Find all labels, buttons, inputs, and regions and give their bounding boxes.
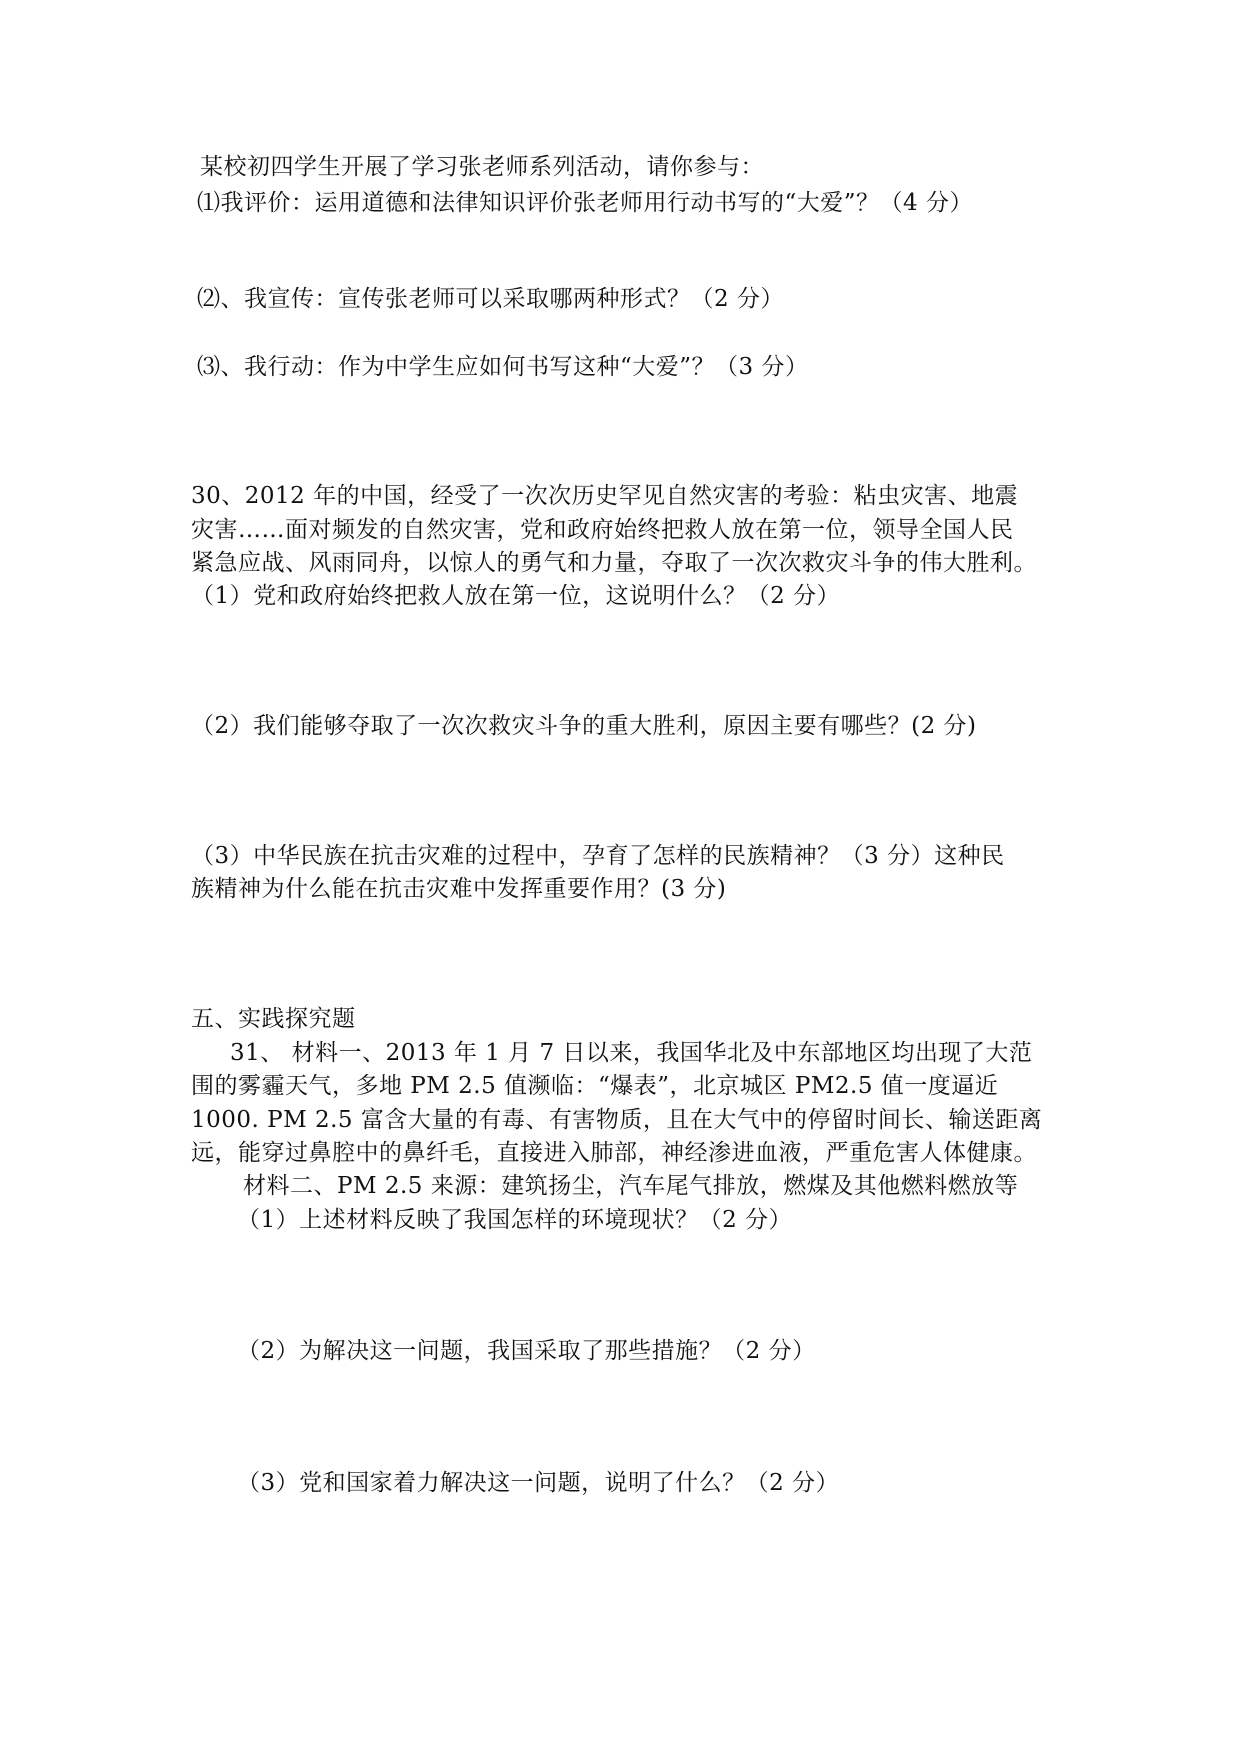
q31-material-line-1: 31、 材料一、2013 年 1 月 7 日以来，我国华北及中东部地区均出现了大范: [230, 1040, 1033, 1066]
q31-subquestion-3: （3）党和国家着力解决这一问题，说明了什么？（2 分）: [237, 1470, 840, 1496]
q31-material-2: 材料二、PM 2.5 来源：建筑扬尘，汽车尾气排放，燃煤及其他燃料燃放等: [243, 1173, 1019, 1199]
q31-subquestion-2: （2）为解决这一问题，我国采取了那些措施？（2 分）: [237, 1338, 816, 1364]
q30-paragraph-line-2: 灾害……面对频发的自然灾害，党和政府始终把救人放在第一位，领导全国人民: [191, 517, 1014, 543]
q30-subquestion-3-line-2: 族精神为什么能在抗击灾难中发挥重要作用？(3 分): [191, 876, 727, 902]
q31-material-line-3: 1000. PM 2.5 富含大量的有毒、有害物质，且在大气中的停留时间长、输送距离: [191, 1107, 1043, 1133]
intro-question-2: ⑵、我宣传：宣传张老师可以采取哪两种形式？（2 分）: [197, 286, 784, 312]
q31-material-line-2: 围的雾霾天气，多地 PM 2.5 值濒临：“爆表”，北京城区 PM2.5 值一度逼近: [191, 1073, 999, 1099]
q30-subquestion-2: （2）我们能够夺取了一次次救灾斗争的重大胜利，原因主要有哪些？(2 分): [191, 713, 977, 739]
intro-question-1: ⑴我评价：运用道德和法律知识评价张老师用行动书写的“大爱”？（4 分）: [197, 190, 973, 216]
q30-paragraph-line-3: 紧急应战、风雨同舟，以惊人的勇气和力量，夺取了一次次救灾斗争的伟大胜利。: [191, 550, 1037, 576]
q31-material-line-4: 远，能穿过鼻腔中的鼻纤毛，直接进入肺部，神经渗进血液，严重危害人体健康。: [191, 1140, 1037, 1166]
section-5-heading: 五、实践探究题: [191, 1006, 356, 1032]
q30-paragraph-line-1: 30、2012 年的中国，经受了一次次历史罕见自然灾害的考验：粘虫灾害、地震: [191, 483, 1019, 509]
intro-line: 某校初四学生开展了学习张老师系列活动，请你参与：: [200, 154, 764, 180]
q31-subquestion-1: （1）上述材料反映了我国怎样的环境现状？（2 分）: [237, 1207, 793, 1233]
q30-subquestion-3-line-1: （3）中华民族在抗击灾难的过程中，孕育了怎样的民族精神？（3 分）这种民: [191, 843, 1005, 869]
q30-subquestion-1: （1）党和政府始终把救人放在第一位，这说明什么？（2 分）: [191, 583, 841, 609]
intro-question-3: ⑶、我行动：作为中学生应如何书写这种“大爱”？（3 分）: [197, 354, 809, 380]
